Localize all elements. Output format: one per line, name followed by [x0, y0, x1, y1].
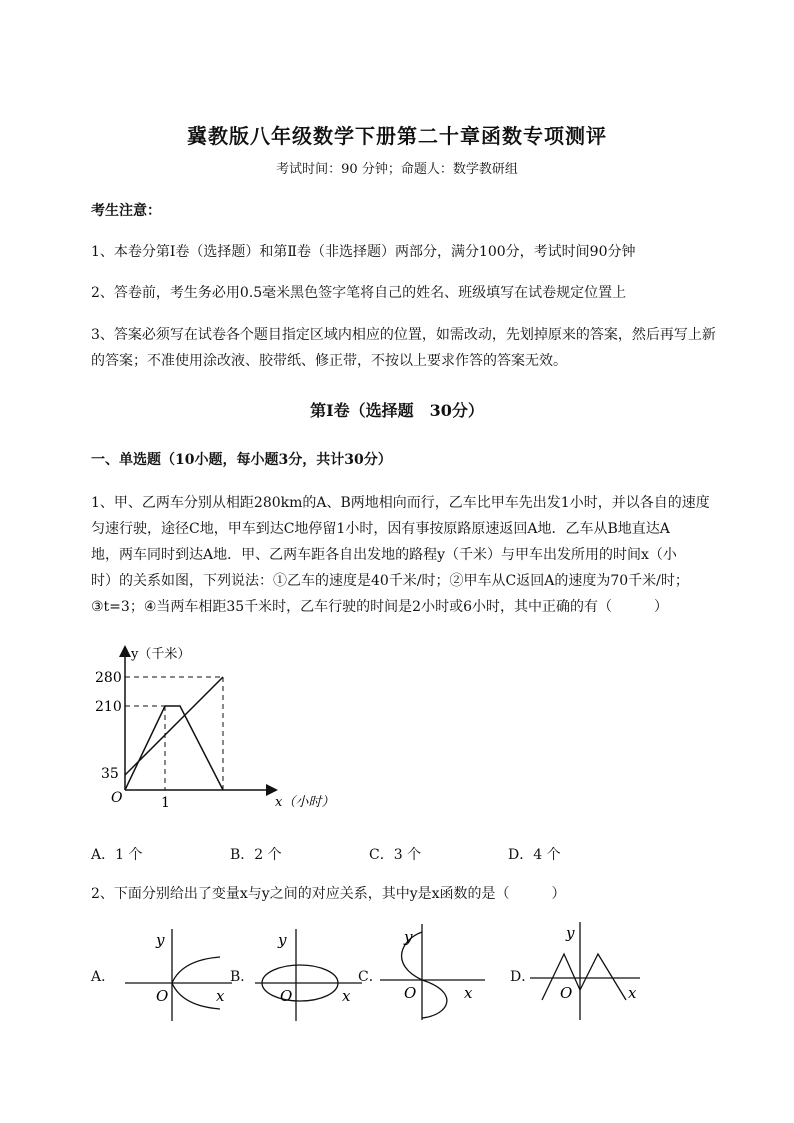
- notice-heading: 考生注意：: [91, 203, 161, 219]
- notice-item: 的答案；不准使用涂改液、胶带纸、修正带，不按以上要求作答的答案无效。: [91, 353, 567, 369]
- axis-x-label: x: [464, 984, 473, 1002]
- part-heading: 一、单选题（10小题，每小题3分，共计30分）: [91, 452, 392, 468]
- y-axis-label: y（千米）: [131, 647, 191, 662]
- q2-option-a-label[interactable]: A．: [91, 969, 116, 985]
- origin-label: O: [111, 790, 123, 806]
- y-tick-280: 280: [95, 670, 122, 686]
- page-title: 冀教版八年级数学下册第二十章函数专项测评: [187, 124, 607, 148]
- axis-y-label: y: [278, 931, 287, 949]
- question-1-graph: [95, 640, 375, 820]
- question-1-line: ③t=3；④当两车相距35千米时，乙车行驶的时间是2小时或6小时，其中正确的有（ ）: [91, 599, 668, 615]
- q1-option-d[interactable]: D．4 个: [508, 847, 561, 863]
- y-tick-35: 35: [101, 766, 119, 782]
- origin-label: O: [560, 984, 573, 1002]
- q2-option-c-label[interactable]: C．: [358, 969, 383, 985]
- question-1-line: 1、甲、乙两车分别从相距280km的A、B两地相向而行，乙车比甲车先出发1小时，并以各自的速度: [91, 495, 710, 511]
- x-tick-1: 1: [161, 795, 170, 811]
- question-2-text: 2、下面分别给出了变量x与y之间的对应关系，其中y是x函数的是（ ）: [91, 886, 566, 902]
- axis-x-label: x: [216, 987, 225, 1005]
- y-tick-210: 210: [95, 699, 122, 715]
- section-title: 第Ⅰ卷（选择题 30分）: [310, 401, 484, 420]
- q2-option-d-label[interactable]: D．: [510, 969, 536, 985]
- q2-graph-d: [530, 918, 655, 1023]
- notice-item: 2、答卷前，考生务必用0.5毫米黑色签字笔将自己的姓名、班级填写在试卷规定位置上: [91, 285, 627, 301]
- axis-x-label: x: [342, 987, 351, 1005]
- car-a-line: [125, 706, 223, 790]
- exam-info: 考试时间：90 分钟；命题人：数学教研组: [276, 162, 518, 177]
- origin-label: O: [280, 987, 293, 1005]
- origin-label: O: [156, 987, 169, 1005]
- axis-y-label: y: [404, 928, 413, 946]
- axis-y-label: y: [156, 931, 165, 949]
- q1-option-a[interactable]: A．1 个: [91, 847, 143, 863]
- q2-graph-a: [120, 925, 240, 1025]
- q2-option-b-label[interactable]: B．: [230, 969, 255, 985]
- question-1-line: 地，两车同时到达A地．甲、乙两车距各自出发地的路程y（千米）与甲车出发所用的时间x（小: [91, 547, 677, 563]
- origin-label: O: [404, 984, 417, 1002]
- axis-y-label: y: [566, 924, 575, 942]
- x-axis-label: x（小时）: [275, 795, 335, 810]
- q2-graph-c: [380, 920, 500, 1025]
- question-1-line: 时）的关系如图，下列说法：①乙车的速度是40千米/时；②甲车从C返回A的速度为70千米/时；: [91, 573, 689, 589]
- q1-option-c[interactable]: C．3 个: [369, 847, 422, 863]
- q2-graph-b: [250, 925, 370, 1025]
- notice-item: 1、本卷分第Ⅰ卷（选择题）和第Ⅱ卷（非选择题）两部分，满分100分，考试时间90分钟: [91, 244, 636, 260]
- q1-option-b[interactable]: B．2 个: [230, 847, 282, 863]
- notice-item: 3、答案必须写在试卷各个题目指定区域内相应的位置，如需改动，先划掉原来的答案，然后再写上新: [91, 327, 716, 343]
- axis-x-label: x: [628, 984, 637, 1002]
- question-1-line: 匀速行驶，途径C地，甲车到达C地停留1小时，因有事按原路原速返回A地．乙车从B地直达A: [91, 521, 670, 537]
